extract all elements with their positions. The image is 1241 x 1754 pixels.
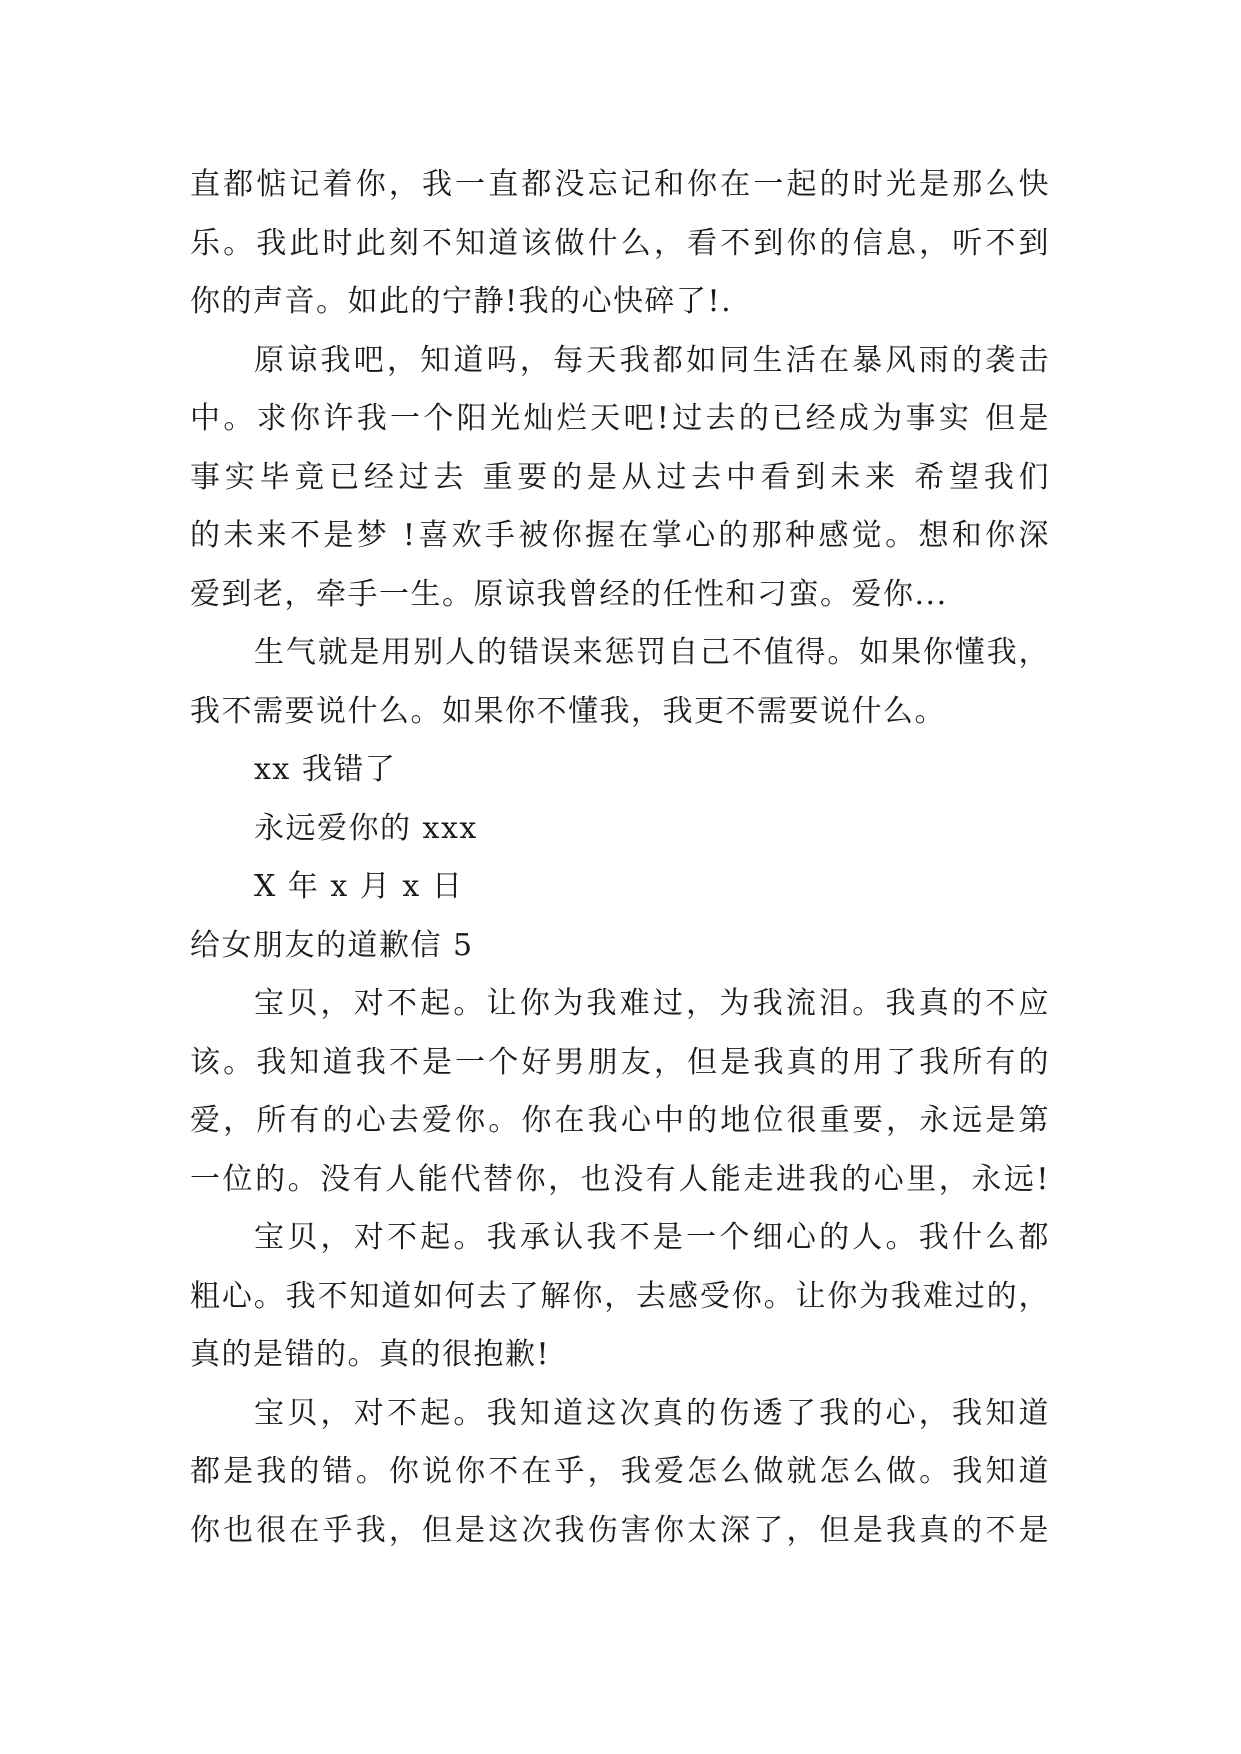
text-line: 原谅我吧，知道吗，每天我都如同生活在暴风雨的袭击	[254, 342, 1050, 378]
text-line: 给女朋友的道歉信 5	[190, 927, 474, 963]
text-line: 你的声音。如此的宁静!我的心快碎了!.	[190, 284, 733, 319]
text-line: 爱，所有的心去爱你。你在我心中的地位很重要，永远是第	[190, 1103, 1050, 1138]
text-line: 真的是错的。真的很抱歉!	[190, 1337, 551, 1372]
text-line: 的未来不是梦 !喜欢手被你握在掌心的那种感觉。想和你深	[190, 518, 1050, 553]
text-line: xx 我错了	[254, 752, 397, 787]
text-line: 爱到老，牵手一生。原谅我曾经的任性和刁蛮。爱你...	[190, 576, 948, 612]
text-line: 该。我知道我不是一个好男朋友，但是我真的用了我所有的	[190, 1044, 1050, 1080]
text-line: 宝贝，对不起。我知道这次真的伤透了我的心，我知道	[254, 1395, 1050, 1431]
text-line: 宝贝，对不起。让你为我难过，为我流泪。我真的不应	[254, 986, 1050, 1021]
text-line: 一位的。没有人能代替你，也没有人能走进我的心里，永远!	[190, 1161, 1050, 1197]
text-line: 你也很在乎我，但是这次我伤害你太深了，但是我真的不是	[190, 1512, 1050, 1548]
text-line: 宝贝，对不起。我承认我不是一个细心的人。我什么都	[254, 1220, 1050, 1255]
letter-body	[190, 156, 1050, 1560]
text-line: 我不需要说什么。如果你不懂我，我更不需要说什么。	[190, 693, 946, 729]
text-line: 永远爱你的 xxx	[254, 810, 478, 846]
text-line: X 年 x 月 x 日	[254, 869, 464, 904]
text-line: 直都惦记着你，我一直都没忘记和你在一起的时光是那么快	[190, 167, 1050, 202]
text-line: 粗心。我不知道如何去了解你，去感受你。让你为我难过的，	[190, 1278, 1050, 1314]
text-line: 事实毕竟已经过去 重要的是从过去中看到未来 希望我们	[190, 459, 1050, 495]
text-line: 都是我的错。你说你不在乎，我爱怎么做就怎么做。我知道	[190, 1454, 1050, 1489]
text-line: 中。求你许我一个阳光灿烂天吧!过去的已经成为事实 但是	[190, 401, 1050, 436]
text-line: 生气就是用别人的错误来惩罚自己不值得。如果你懂我，	[254, 635, 1050, 670]
text-line: 乐。我此时此刻不知道该做什么，看不到你的信息，听不到	[190, 225, 1050, 261]
